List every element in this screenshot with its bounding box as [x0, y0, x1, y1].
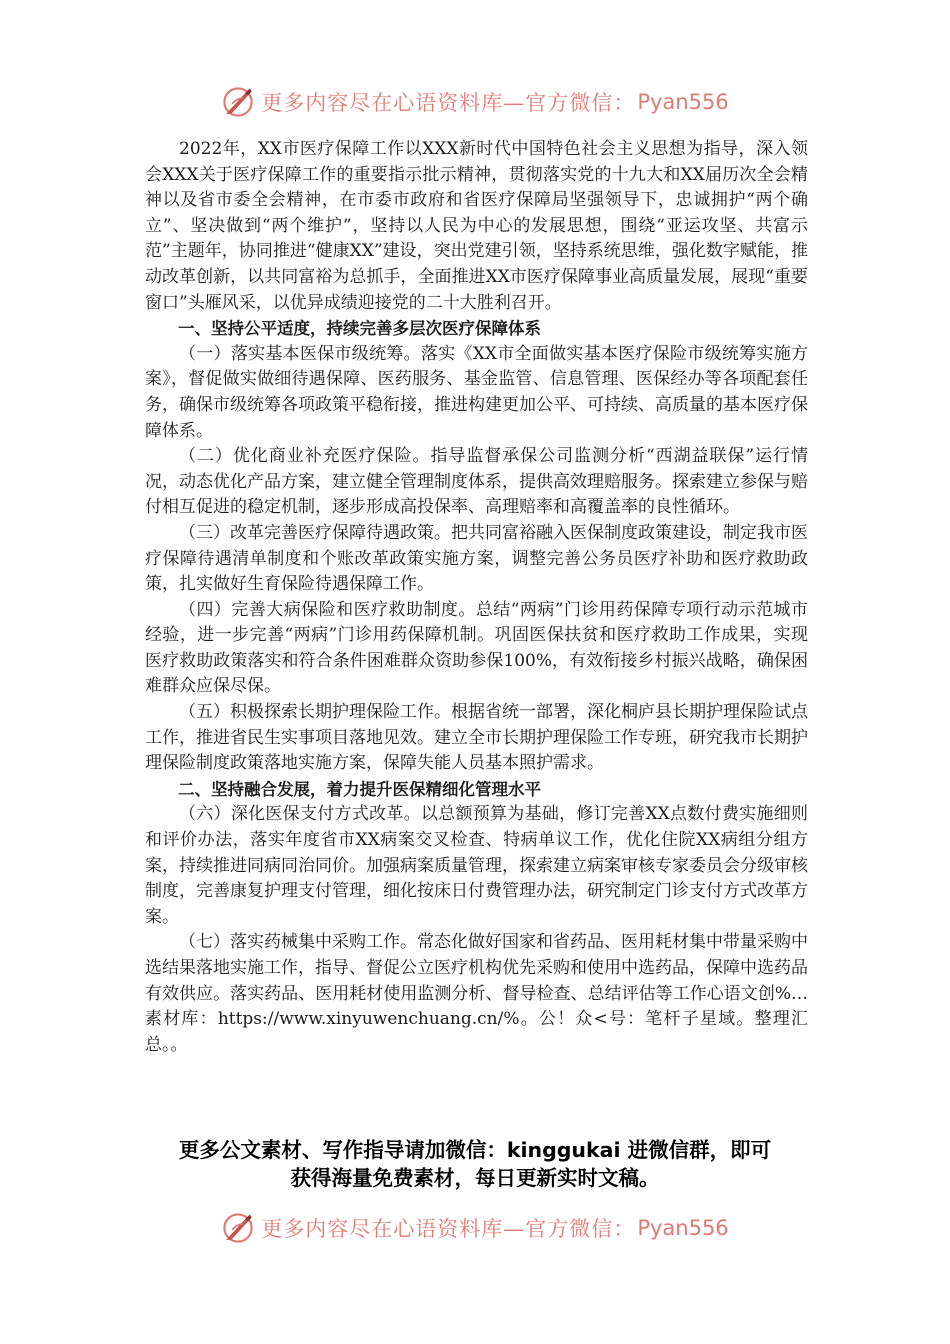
item-paragraph-7: （七）落实药械集中采购工作。常态化做好国家和省药品、医用耗材集中带量采购中选结果落地实施工作，指导、督促公立医疗机构优先采购和使用中选药品，保障中选药品有效供应。落实药品、医用耗材使用监测分析、督导检查、总结评估等工作心语文创%…素材库：https://www.xinyuwenchuang.cn/%。公！众<号：笔杆子星域。整理汇总。。 [145, 932, 808, 1055]
pen-logo-icon [221, 1211, 255, 1245]
item-paragraph-5: （五）积极探索长期护理保险工作。根据省统一部署，深化桐庐县长期护理保险试点工作，推进省民生实事项目落地见效。建立全市长期护理保险工作专班，研究我市长期护理保险制度政策落地实施方案，保障失能人员基本照护需求。 [145, 702, 808, 774]
item-paragraph-4: （四）完善大病保险和医疗救助制度。总结“两病”门诊用药保障专项行动示范城市经验，进一步完善“两病”门诊用药保障机制。巩固医保扶贫和医疗救助工作成果，实现医疗救助政策落实和符合条件困难群众资助参保100%，有效衔接乡村振兴战略，确保困难群众应保尽保。 [145, 599, 808, 697]
promo-notice [130, 1136, 820, 1192]
header-banner [0, 82, 950, 122]
footer-banner [0, 1208, 950, 1248]
promo-notice-line-1: 更多公文素材、写作指导请加微信：kinggukai 进微信群，即可 [178, 1138, 772, 1162]
banner-wechat-id: Pyan556 [637, 90, 729, 114]
section-heading-2: 二、坚持融合发展，着力提升医保精细化管理水平 [178, 779, 541, 799]
banner-wechat-id: Pyan556 [637, 1216, 729, 1240]
item-paragraph-1: （一）落实基本医保市级统筹。落实《XX市全面做实基本医疗保险市级统筹实施方案》，督促做实做细待遇保障、医药服务、基金监管、信息管理、医保经办等各项配套任务，确保市级统筹各项政策平稳衔接，推进构建更加公平、可持续、高质量的基本医疗保障体系。 [145, 343, 808, 441]
item-paragraph-3: （三）改革完善医疗保障待遇政策。把共同富裕融入医保制度政策建设，制定我市医疗保障待遇清单制度和个账改革政策实施方案，调整完善公务员医疗补助和医疗救助政策，扎实做好生育保险待遇保障工作。 [145, 522, 808, 595]
document-body [145, 137, 808, 1058]
item-paragraph-2: （二）优化商业补充医疗保险。指导监督承保公司监测分析“西湖益联保”运行情况，动态优化产品方案，建立健全管理制度体系，提供高效理赔服务。探索建立参保与赔付相互促进的稳定机制，逐步形成高投保率、高理赔率和高覆盖率的良性循环。 [145, 446, 808, 518]
banner-text: 更多内容尽在心语资料库—官方微信： [261, 1217, 636, 1241]
item-paragraph-6: （六）深化医保支付方式改革。以总额预算为基础，修订完善XX点数付费实施细则和评价办法，落实年度省市XX病案交叉检查、特病单议工作，优化住院XX病组分组方案，持续推进同病同治同价。加强病案质量管理，探索建立病案审核专家委员会分级审核制度，完善康复护理支付管理，细化按床日付费管理办法，研究制定门诊支付方式改革方案。 [145, 804, 808, 927]
banner-text: 更多内容尽在心语资料库—官方微信： [261, 91, 636, 115]
section-heading-1: 一、坚持公平适度，持续完善多层次医疗保障体系 [178, 319, 541, 339]
promo-notice-line-2: 获得海量免费素材，每日更新实时文稿。 [290, 1166, 660, 1190]
intro-paragraph: 2022年，XX市医疗保障工作以XXX新时代中国特色社会主义思想为指导，深入领会XXX关于医疗保障工作的重要指示批示精神，贯彻落实党的十九大和XX届历次全会精神以及省市委全会精神，在市委市政府和省医疗保障局坚强领导下，忠诚拥护“两个确立”、坚决做到“两个维护”，坚持以人民为中心的发展思想，围绕“亚运攻坚、共富示范”主题年，协同推进“健康XX”建设，突出党建引领，坚持系统思维，强化数字赋能，推动改革创新，以共同富裕为总抓手，全面推进XX市医疗保障事业高质量发展，展现“重要窗口”头雁风采，以优异成绩迎接党的二十大胜利召开。 [145, 139, 808, 313]
pen-logo-icon [221, 85, 255, 119]
